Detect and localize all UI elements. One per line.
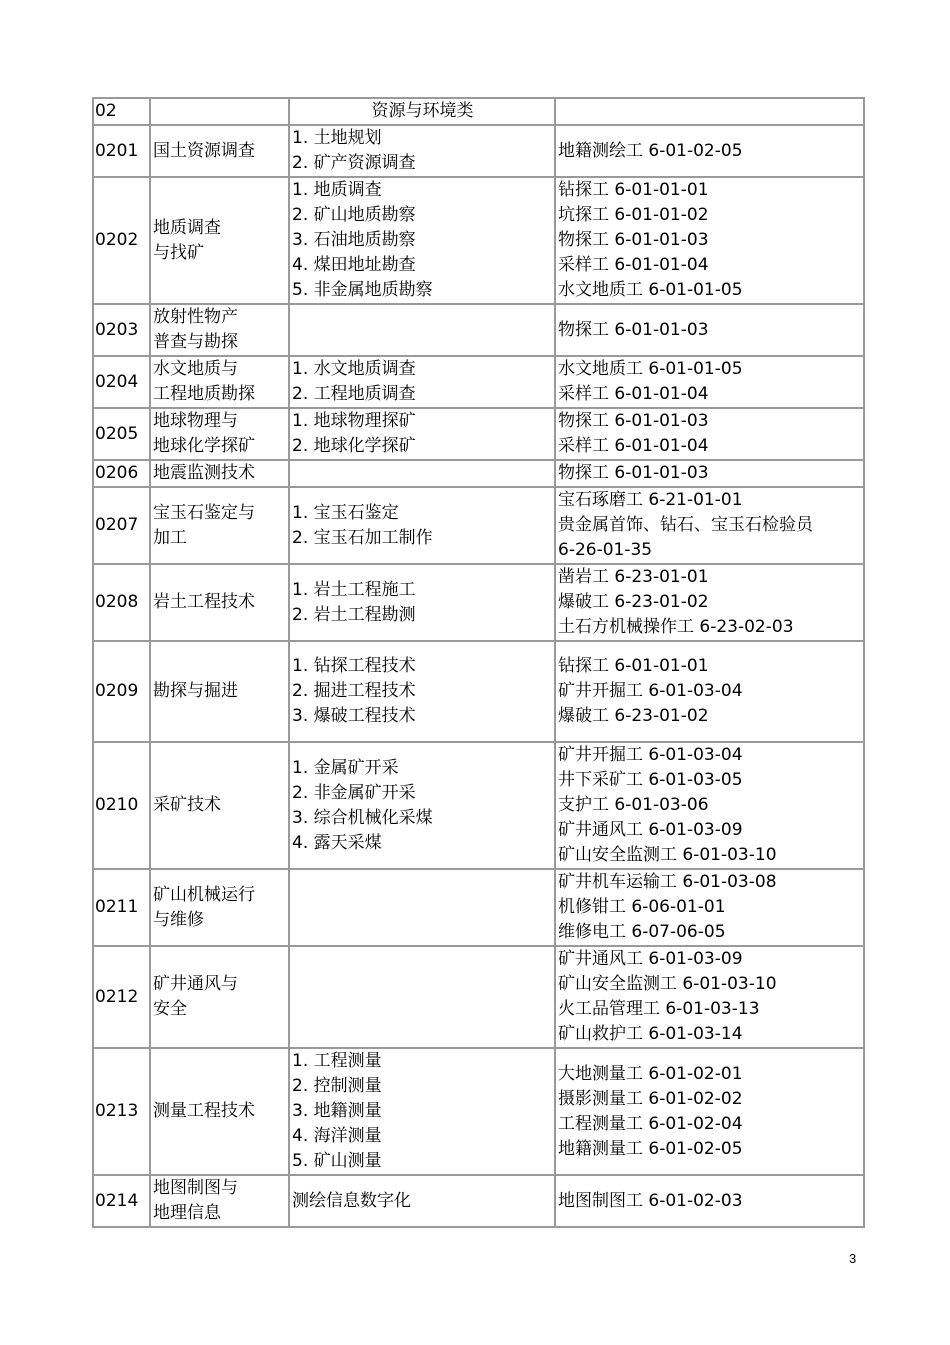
related-jobs <box>555 641 864 742</box>
specialty-name <box>150 177 289 304</box>
specialty-directions-line: 2. 掘进工程技术 <box>292 681 416 701</box>
related-jobs-line: 地籍测绘工 6-01-02-05 <box>558 140 743 161</box>
specialty-name-line: 普查与勘探 <box>153 332 238 352</box>
specialty-name <box>150 408 289 460</box>
specialty-name-line: 矿山机械运行 <box>153 884 255 905</box>
specialty-code: 0201 <box>93 125 150 177</box>
related-jobs-line: 矿井开掘工 6-01-03-04 <box>558 681 743 701</box>
specialty-name-line: 采矿技术 <box>153 795 221 815</box>
specialty-directions-line: 1. 地质调查 <box>292 180 382 200</box>
related-jobs-line: 钻探工 6-01-01-01 <box>558 180 709 200</box>
specialty-name-line: 地球物理与 <box>153 411 238 431</box>
related-jobs-line: 地籍测量工 6-01-02-05 <box>558 1138 743 1159</box>
related-jobs-line: 地图制图工 6-01-02-03 <box>558 1190 743 1211</box>
related-jobs-line: 贵金属首饰、钻石、宝玉石检验员 <box>558 515 813 535</box>
specialty-directions-line: 2. 非金属矿开采 <box>292 782 416 803</box>
related-jobs-line: 大地测量工 6-01-02-01 <box>558 1063 743 1084</box>
related-jobs-line: 矿井机车运输工 6-01-03-08 <box>558 872 777 892</box>
specialty-directions <box>289 487 555 564</box>
specialty-directions <box>289 1175 555 1227</box>
table-row <box>93 742 864 869</box>
table-row <box>93 460 864 487</box>
specialty-directions-line: 1. 水文地质调查 <box>292 359 416 379</box>
related-jobs-line: 矿井开掘工 6-01-03-04 <box>558 745 743 765</box>
related-jobs <box>555 304 864 356</box>
specialty-name <box>150 460 289 487</box>
specialty-directions-line: 1. 岩土工程施工 <box>292 579 416 600</box>
related-jobs-line: 物探工 6-01-01-03 <box>558 463 709 483</box>
related-jobs-line: 矿井通风工 6-01-03-09 <box>558 949 743 969</box>
specialty-directions-line: 1. 工程测量 <box>292 1051 382 1071</box>
related-jobs <box>555 177 864 304</box>
related-jobs <box>555 487 864 564</box>
related-jobs-line: 矿井通风工 6-01-03-09 <box>558 820 743 840</box>
related-jobs-line: 支护工 6-01-03-06 <box>558 795 709 815</box>
specialty-directions <box>289 869 555 946</box>
specialty-code: 0210 <box>93 742 150 869</box>
category-empty-cell <box>150 98 289 125</box>
specialty-code: 0207 <box>93 487 150 564</box>
specialty-directions-line: 2. 工程地质调查 <box>292 384 416 404</box>
table-row <box>93 487 864 564</box>
related-jobs <box>555 356 864 408</box>
specialty-code: 0206 <box>93 460 150 487</box>
related-jobs-line: 土石方机械操作工 6-23-02-03 <box>558 617 794 637</box>
specialty-name-line: 宝玉石鉴定与 <box>153 502 255 523</box>
specialty-name <box>150 1175 289 1227</box>
specialty-name-line: 地震监测技术 <box>153 463 255 483</box>
specialty-directions-line: 1. 金属矿开采 <box>292 757 399 778</box>
related-jobs <box>555 460 864 487</box>
specialty-name <box>150 356 289 408</box>
specialty-name <box>150 487 289 564</box>
specialty-directions <box>289 177 555 304</box>
specialty-directions-line: 2. 矿产资源调查 <box>292 153 416 173</box>
category-empty-cell-jobs <box>555 98 864 125</box>
specialty-code: 0205 <box>93 408 150 460</box>
table-row <box>93 356 864 408</box>
specialty-name <box>150 742 289 869</box>
specialty-directions-line: 3. 地籍测量 <box>292 1101 382 1121</box>
table-row <box>93 408 864 460</box>
related-jobs-line: 宝石琢磨工 6-21-01-01 <box>558 490 743 510</box>
related-jobs-line: 钻探工 6-01-01-01 <box>558 656 709 676</box>
table-row <box>93 1175 864 1227</box>
specialty-code: 0213 <box>93 1048 150 1175</box>
specialty-name-line: 与找矿 <box>153 242 204 263</box>
specialty-code: 0211 <box>93 869 150 946</box>
related-jobs-line: 井下采矿工 6-01-03-05 <box>558 770 743 790</box>
specialty-directions-line: 4. 煤田地址勘查 <box>292 255 416 275</box>
related-jobs <box>555 125 864 177</box>
related-jobs <box>555 1175 864 1227</box>
specialty-directions <box>289 946 555 1048</box>
specialty-directions-line: 2. 岩土工程勘测 <box>292 604 416 625</box>
related-jobs-line: 凿岩工 6-23-01-01 <box>558 567 709 587</box>
related-jobs-line: 工程测量工 6-01-02-04 <box>558 1113 743 1134</box>
specialty-code: 0214 <box>93 1175 150 1227</box>
related-jobs-line: 采样工 6-01-01-04 <box>558 255 709 275</box>
page-number: 3 <box>849 1251 857 1266</box>
specialty-directions-line: 4. 露天采煤 <box>292 832 382 853</box>
category-header-row <box>93 98 864 125</box>
related-jobs <box>555 742 864 869</box>
specialty-directions-line: 3. 石油地质勘察 <box>292 230 416 250</box>
specialty-directions <box>289 742 555 869</box>
specialty-name-line: 测量工程技术 <box>153 1101 255 1121</box>
specialty-name-line: 加工 <box>153 527 187 548</box>
specialty-code: 0212 <box>93 946 150 1048</box>
specialty-directions-line: 2. 地球化学探矿 <box>292 436 416 456</box>
related-jobs-line: 6-26-01-35 <box>558 540 653 560</box>
table-row <box>93 1048 864 1175</box>
specialty-directions-line: 3. 爆破工程技术 <box>292 706 416 726</box>
specialty-name-line: 与维修 <box>153 909 204 930</box>
specialty-directions-line: 1. 土地规划 <box>292 128 382 148</box>
specialty-code: 0209 <box>93 641 150 742</box>
table-row <box>93 125 864 177</box>
specialty-name <box>150 1048 289 1175</box>
category-code: 02 <box>93 98 150 125</box>
specialty-name-line: 岩土工程技术 <box>153 592 255 612</box>
specialty-directions <box>289 460 555 487</box>
specialty-directions <box>289 356 555 408</box>
related-jobs-line: 物探工 6-01-01-03 <box>558 319 709 340</box>
related-jobs-line: 采样工 6-01-01-04 <box>558 436 709 456</box>
specialty-name <box>150 564 289 641</box>
specialty-name-line: 国土资源调查 <box>153 140 255 161</box>
specialty-directions <box>289 408 555 460</box>
related-jobs-line: 机修钳工 6-06-01-01 <box>558 897 726 917</box>
specialty-table <box>92 97 865 1228</box>
specialty-directions-line: 1. 钻探工程技术 <box>292 656 416 676</box>
specialty-name-line: 放射性物产 <box>153 307 238 327</box>
specialty-name-line: 地球化学探矿 <box>153 436 255 456</box>
specialty-directions-line: 4. 海洋测量 <box>292 1126 382 1146</box>
specialty-code: 0204 <box>93 356 150 408</box>
specialty-name <box>150 641 289 742</box>
table-row <box>93 946 864 1048</box>
table-row <box>93 177 864 304</box>
related-jobs-line: 矿山安全监测工 6-01-03-10 <box>558 845 777 865</box>
related-jobs <box>555 1048 864 1175</box>
related-jobs-line: 爆破工 6-23-01-02 <box>558 706 709 726</box>
specialty-directions <box>289 564 555 641</box>
specialty-name <box>150 304 289 356</box>
table-row <box>93 869 864 946</box>
specialty-directions-line: 2. 控制测量 <box>292 1076 382 1096</box>
specialty-name <box>150 125 289 177</box>
specialty-directions-line: 3. 综合机械化采煤 <box>292 807 433 828</box>
related-jobs-line: 矿山安全监测工 6-01-03-10 <box>558 974 777 994</box>
specialty-name-line: 地理信息 <box>153 1203 221 1223</box>
specialty-name-line: 安全 <box>153 999 187 1019</box>
specialty-code: 0202 <box>93 177 150 304</box>
related-jobs-line: 物探工 6-01-01-03 <box>558 230 709 250</box>
table-row <box>93 564 864 641</box>
specialty-name <box>150 946 289 1048</box>
specialty-name-line: 地图制图与 <box>153 1178 238 1198</box>
specialty-directions <box>289 304 555 356</box>
related-jobs-line: 火工品管理工 6-01-03-13 <box>558 999 760 1019</box>
related-jobs-line: 维修电工 6-07-06-05 <box>558 922 726 942</box>
related-jobs-line: 水文地质工 6-01-01-05 <box>558 280 743 300</box>
specialty-name-line: 勘探与掘进 <box>153 681 238 701</box>
specialty-directions-line: 测绘信息数字化 <box>292 1190 411 1211</box>
specialty-name-line: 地质调查 <box>153 217 221 238</box>
specialty-directions <box>289 125 555 177</box>
category-title: 资源与环境类 <box>289 98 555 125</box>
specialty-directions-line: 2. 宝玉石加工制作 <box>292 527 433 548</box>
related-jobs <box>555 408 864 460</box>
specialty-directions <box>289 1048 555 1175</box>
related-jobs-line: 矿山救护工 6-01-03-14 <box>558 1024 743 1044</box>
specialty-directions-line: 5. 矿山测量 <box>292 1151 382 1171</box>
specialty-directions-line: 2. 矿山地质勘察 <box>292 205 416 225</box>
specialty-code: 0203 <box>93 304 150 356</box>
related-jobs-line: 物探工 6-01-01-03 <box>558 411 709 431</box>
specialty-code: 0208 <box>93 564 150 641</box>
specialty-directions <box>289 641 555 742</box>
related-jobs <box>555 564 864 641</box>
specialty-directions-line: 1. 宝玉石鉴定 <box>292 502 399 523</box>
specialty-table-body <box>93 98 864 1227</box>
related-jobs-line: 摄影测量工 6-01-02-02 <box>558 1088 743 1109</box>
specialty-directions-line: 5. 非金属地质勘察 <box>292 280 433 300</box>
specialty-name <box>150 869 289 946</box>
table-row <box>93 641 864 742</box>
related-jobs <box>555 869 864 946</box>
table-row <box>93 304 864 356</box>
specialty-name-line: 工程地质勘探 <box>153 384 255 404</box>
specialty-name-line: 水文地质与 <box>153 359 238 379</box>
related-jobs <box>555 946 864 1048</box>
related-jobs-line: 坑探工 6-01-01-02 <box>558 205 709 225</box>
specialty-name-line: 矿井通风与 <box>153 974 238 994</box>
specialty-directions-line: 1. 地球物理探矿 <box>292 411 416 431</box>
related-jobs-line: 爆破工 6-23-01-02 <box>558 592 709 612</box>
related-jobs-line: 采样工 6-01-01-04 <box>558 384 709 404</box>
related-jobs-line: 水文地质工 6-01-01-05 <box>558 359 743 379</box>
